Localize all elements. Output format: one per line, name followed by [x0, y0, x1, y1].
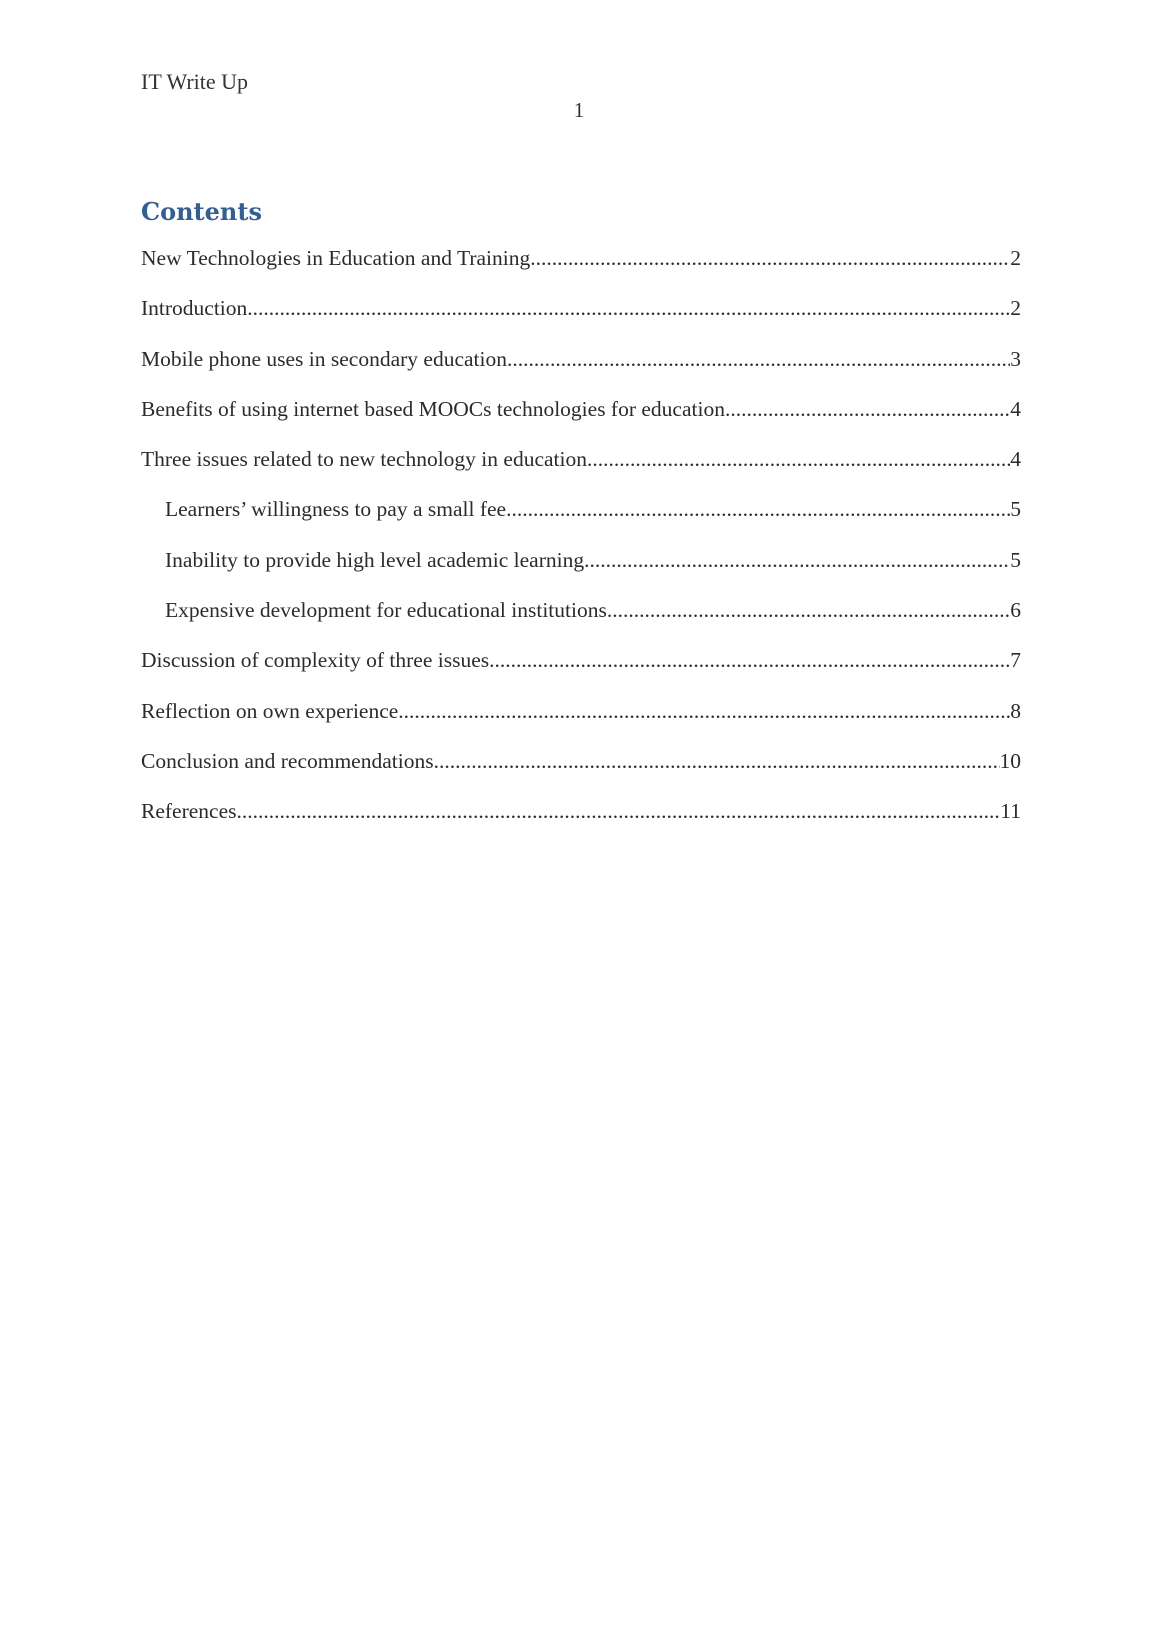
toc-entry-title: Benefits of using internet based MOOCs technologies for education: [141, 396, 725, 421]
toc-dot-leader: [607, 596, 1010, 624]
toc-dot-leader: [506, 495, 1010, 523]
toc-dot-leader: [587, 445, 1010, 473]
page-number: 1: [573, 98, 585, 122]
toc-dot-leader: [725, 395, 1010, 423]
toc-dot-leader: [507, 345, 1010, 373]
toc-dot-leader: [489, 646, 1010, 674]
toc-entry-title: References: [141, 799, 237, 824]
toc-entry-title: Expensive development for educational institutions: [165, 598, 607, 623]
table-of-contents: [141, 244, 1021, 848]
toc-entry-title: Mobile phone uses in secondary education: [141, 346, 508, 371]
toc-dot-leader: [247, 294, 1010, 322]
toc-dot-leader: [584, 546, 1010, 574]
toc-entry-title: Conclusion and recommendations: [141, 748, 434, 773]
toc-entry-page: 6: [1010, 598, 1021, 623]
toc-entry-page: 5: [1010, 547, 1021, 572]
toc-entry-mobile-phone-uses[interactable]: [141, 345, 1021, 395]
toc-entry-title: Introduction: [141, 296, 248, 321]
toc-entry-page: 5: [1010, 497, 1021, 522]
toc-dot-leader: [530, 244, 1010, 272]
toc-entry-page: 8: [1010, 698, 1021, 723]
toc-entry-moocs-benefits[interactable]: [141, 395, 1021, 445]
toc-entry-page: 4: [1010, 396, 1021, 421]
toc-entry-expensive-development[interactable]: [141, 596, 1021, 646]
toc-entry-three-issues[interactable]: [141, 445, 1021, 495]
toc-entry-page: 2: [1010, 296, 1021, 321]
toc-entry-page: 2: [1010, 246, 1021, 270]
toc-entry-title: Inability to provide high level academic learning: [165, 547, 585, 572]
toc-entry-new-technologies[interactable]: [141, 244, 1021, 294]
toc-entry-page: 3: [1010, 346, 1021, 371]
toc-entry-references[interactable]: [141, 797, 1021, 847]
toc-entry-page: 4: [1010, 447, 1021, 472]
toc-entry-title: New Technologies in Education and Training: [141, 246, 531, 270]
toc-entry-reflection[interactable]: [141, 697, 1021, 747]
toc-entry-page: 10: [999, 748, 1021, 773]
toc-entry-page: 11: [1000, 799, 1021, 824]
toc-dot-leader: [398, 697, 1010, 725]
toc-entry-introduction[interactable]: [141, 294, 1021, 344]
toc-entry-conclusion[interactable]: [141, 747, 1021, 797]
toc-dot-leader: [237, 797, 1001, 825]
toc-entry-discussion[interactable]: [141, 646, 1021, 696]
toc-entry-title: Three issues related to new technology in education: [141, 447, 587, 472]
toc-entry-title: Discussion of complexity of three issues: [141, 648, 490, 673]
toc-entry-academic-learning[interactable]: [141, 546, 1021, 596]
toc-entry-title: Reflection on own experience: [141, 698, 399, 723]
toc-heading: Contents: [141, 197, 262, 226]
toc-entry-willingness-to-pay[interactable]: [141, 495, 1021, 545]
toc-dot-leader: [434, 747, 1000, 775]
toc-entry-title: Learners’ willingness to pay a small fee: [165, 497, 507, 522]
toc-entry-page: 7: [1010, 648, 1021, 673]
running-header-title: IT Write Up: [141, 69, 249, 94]
